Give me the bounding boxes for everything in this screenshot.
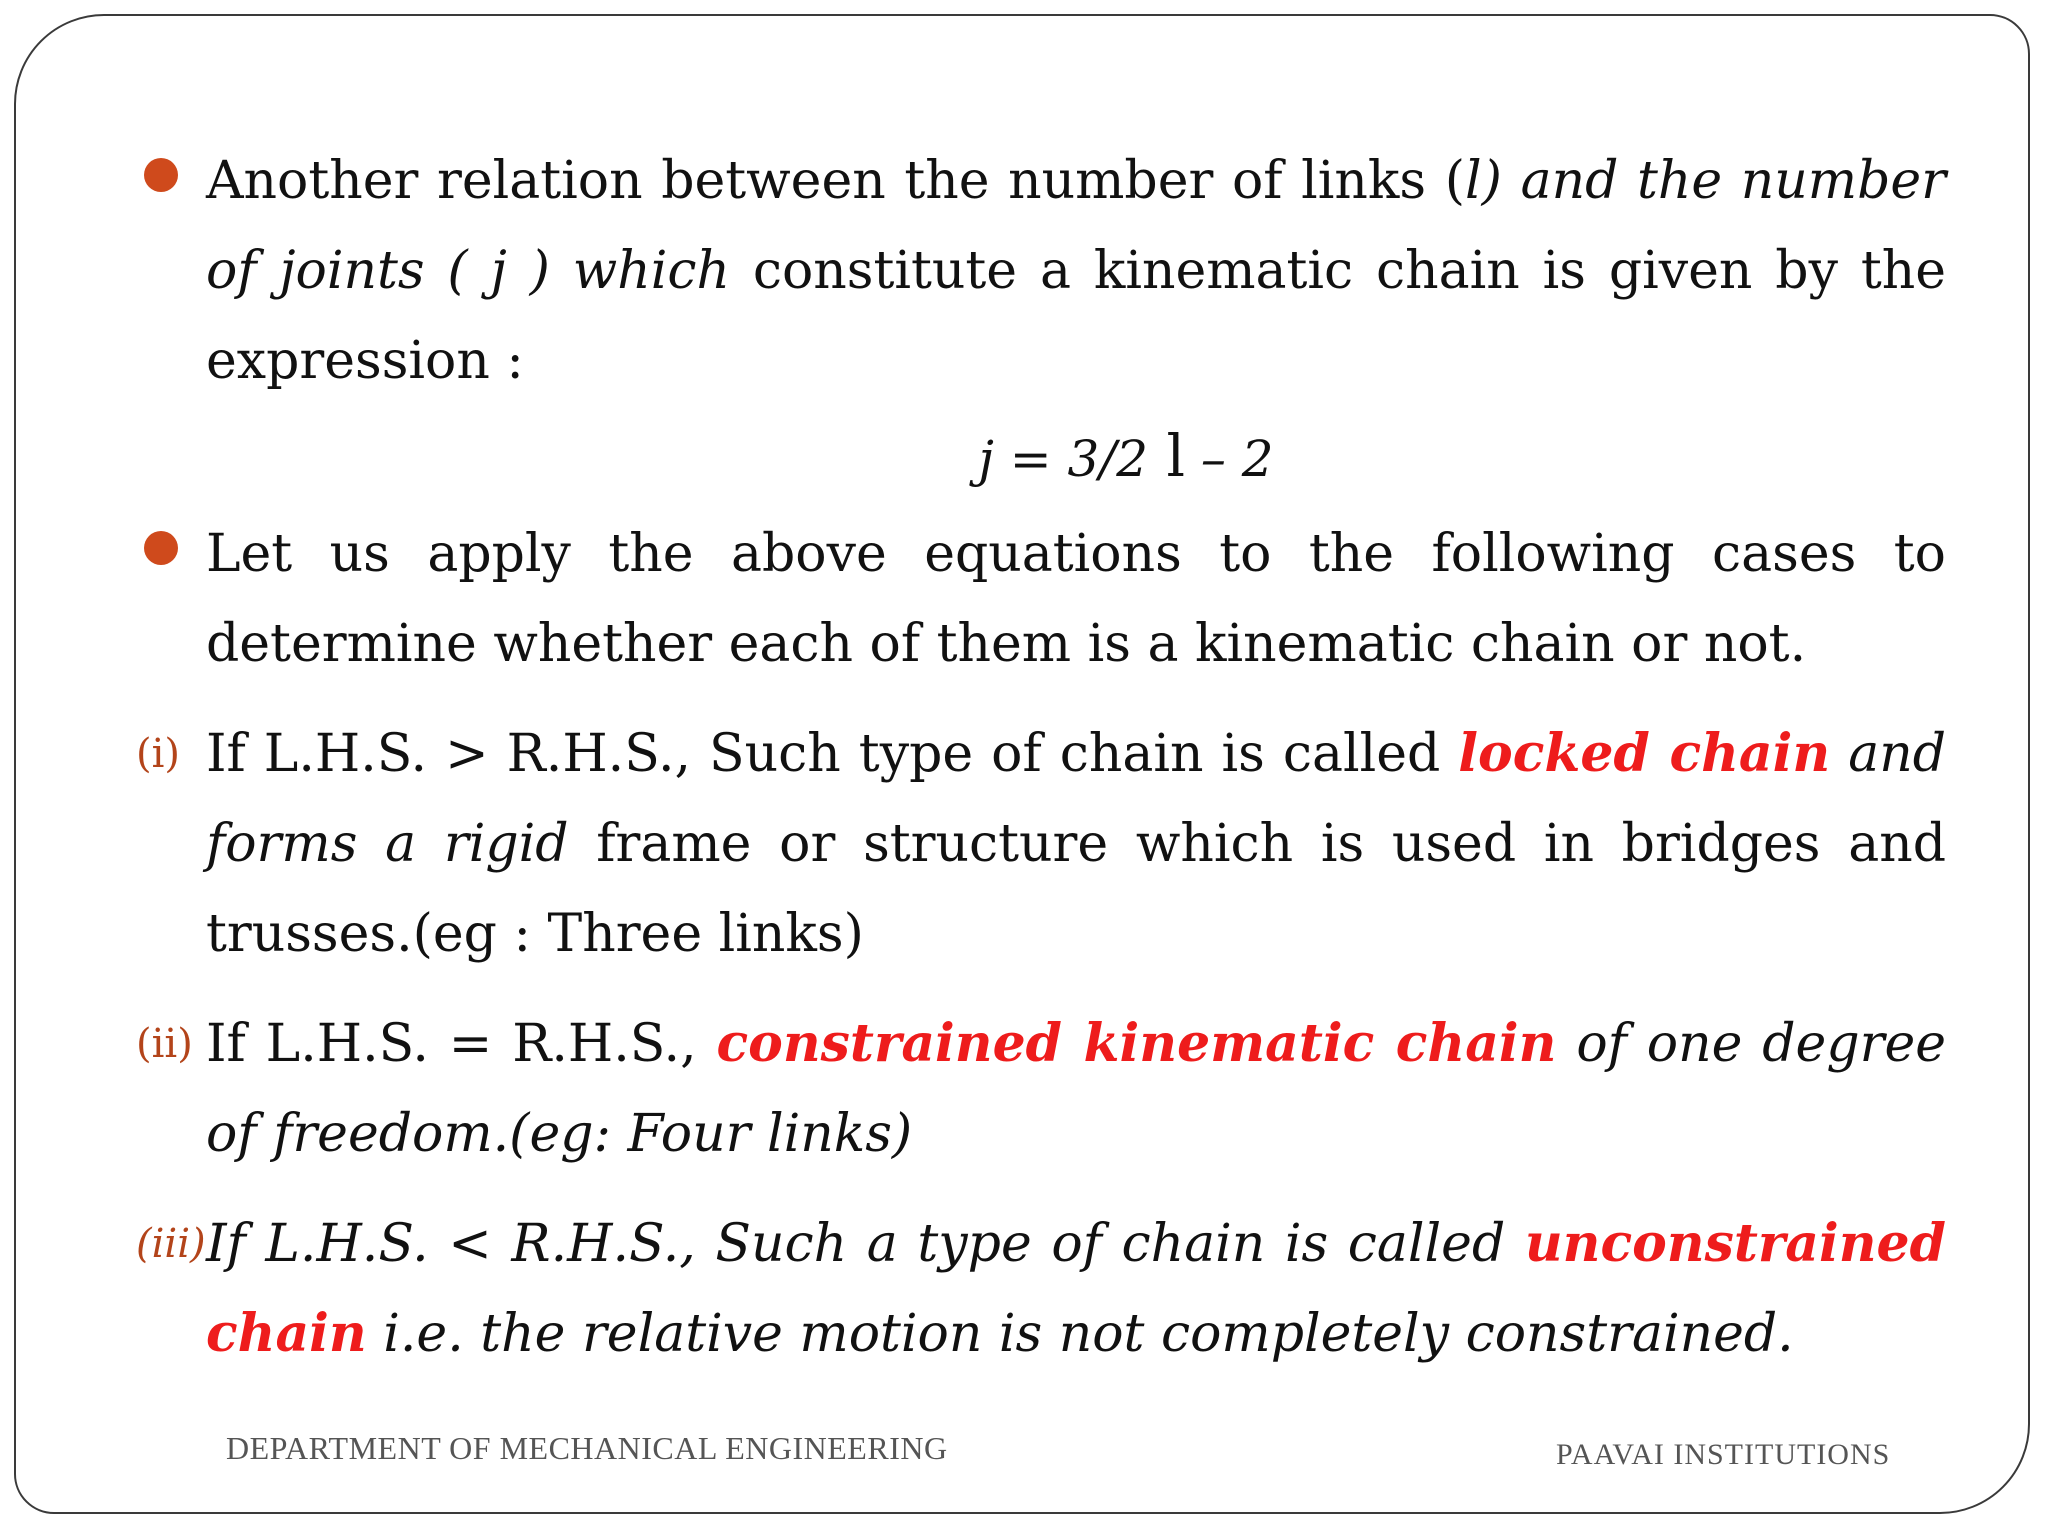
bullet-dot-icon [144,531,178,565]
bullet1-text-a: Another relation between the number of links ( [206,151,1466,211]
case-paragraph-2 [136,999,1947,1179]
case1-text-b: and forms a rigid [206,724,1946,874]
bullet1-text-b: l) and the number of joints ( j ) which [206,151,1946,301]
case2-numeral: (ii) [136,1021,193,1067]
case-paragraph-1 [136,709,1946,979]
case3-highlight: unconstrained chain [206,1213,1946,1364]
equation-part-b: l [1148,422,1186,490]
case1-highlight: locked chain [1458,723,1831,784]
footer-department: DEPARTMENT OF MECHANICAL ENGINEERING [226,1430,948,1466]
slide-frame [14,14,2030,1514]
case2-text-b: of one degree of freedom.(eg: Four links) [206,1014,1947,1164]
case1-numeral: (i) [136,731,181,777]
case-paragraph-3 [136,1199,1946,1379]
case1-text-c: frame or structure which is used in bridges and trusses.(eg : Three links) [206,814,1946,964]
case2-highlight: constrained kinematic chain [716,1013,1557,1074]
bullet1-text-c: constitute a kinematic chain is given by the expression : [206,241,1946,391]
case3-text-b: i.e. the relative motion is not completely constrained. [366,1304,1794,1364]
equation-part-c: – 2 [1185,430,1274,488]
bullet-paragraph-1 [206,136,1946,406]
bullet-paragraph-2 [206,509,1946,689]
slide-content [136,136,1947,1379]
footer-institution: PAAVAI INSTITUTIONS [1556,1438,1891,1471]
case3-text-a: If L.H.S. < R.H.S., Such a type of chain is called [206,1214,1525,1274]
bullet-dot-icon [144,158,178,192]
case1-text-a: If L.H.S. > R.H.S., Such type of chain is called [206,724,1459,784]
equation-part-a: j = 3/2 [978,430,1149,488]
case2-text-a: If L.H.S. = R.H.S., [206,1014,717,1074]
equation [206,406,1946,509]
case3-numeral: (iii) [136,1221,206,1267]
bullet2-text: Let us apply the above equations to the following cases to determine whether each of them is a kinematic chain or not. [206,524,1946,674]
